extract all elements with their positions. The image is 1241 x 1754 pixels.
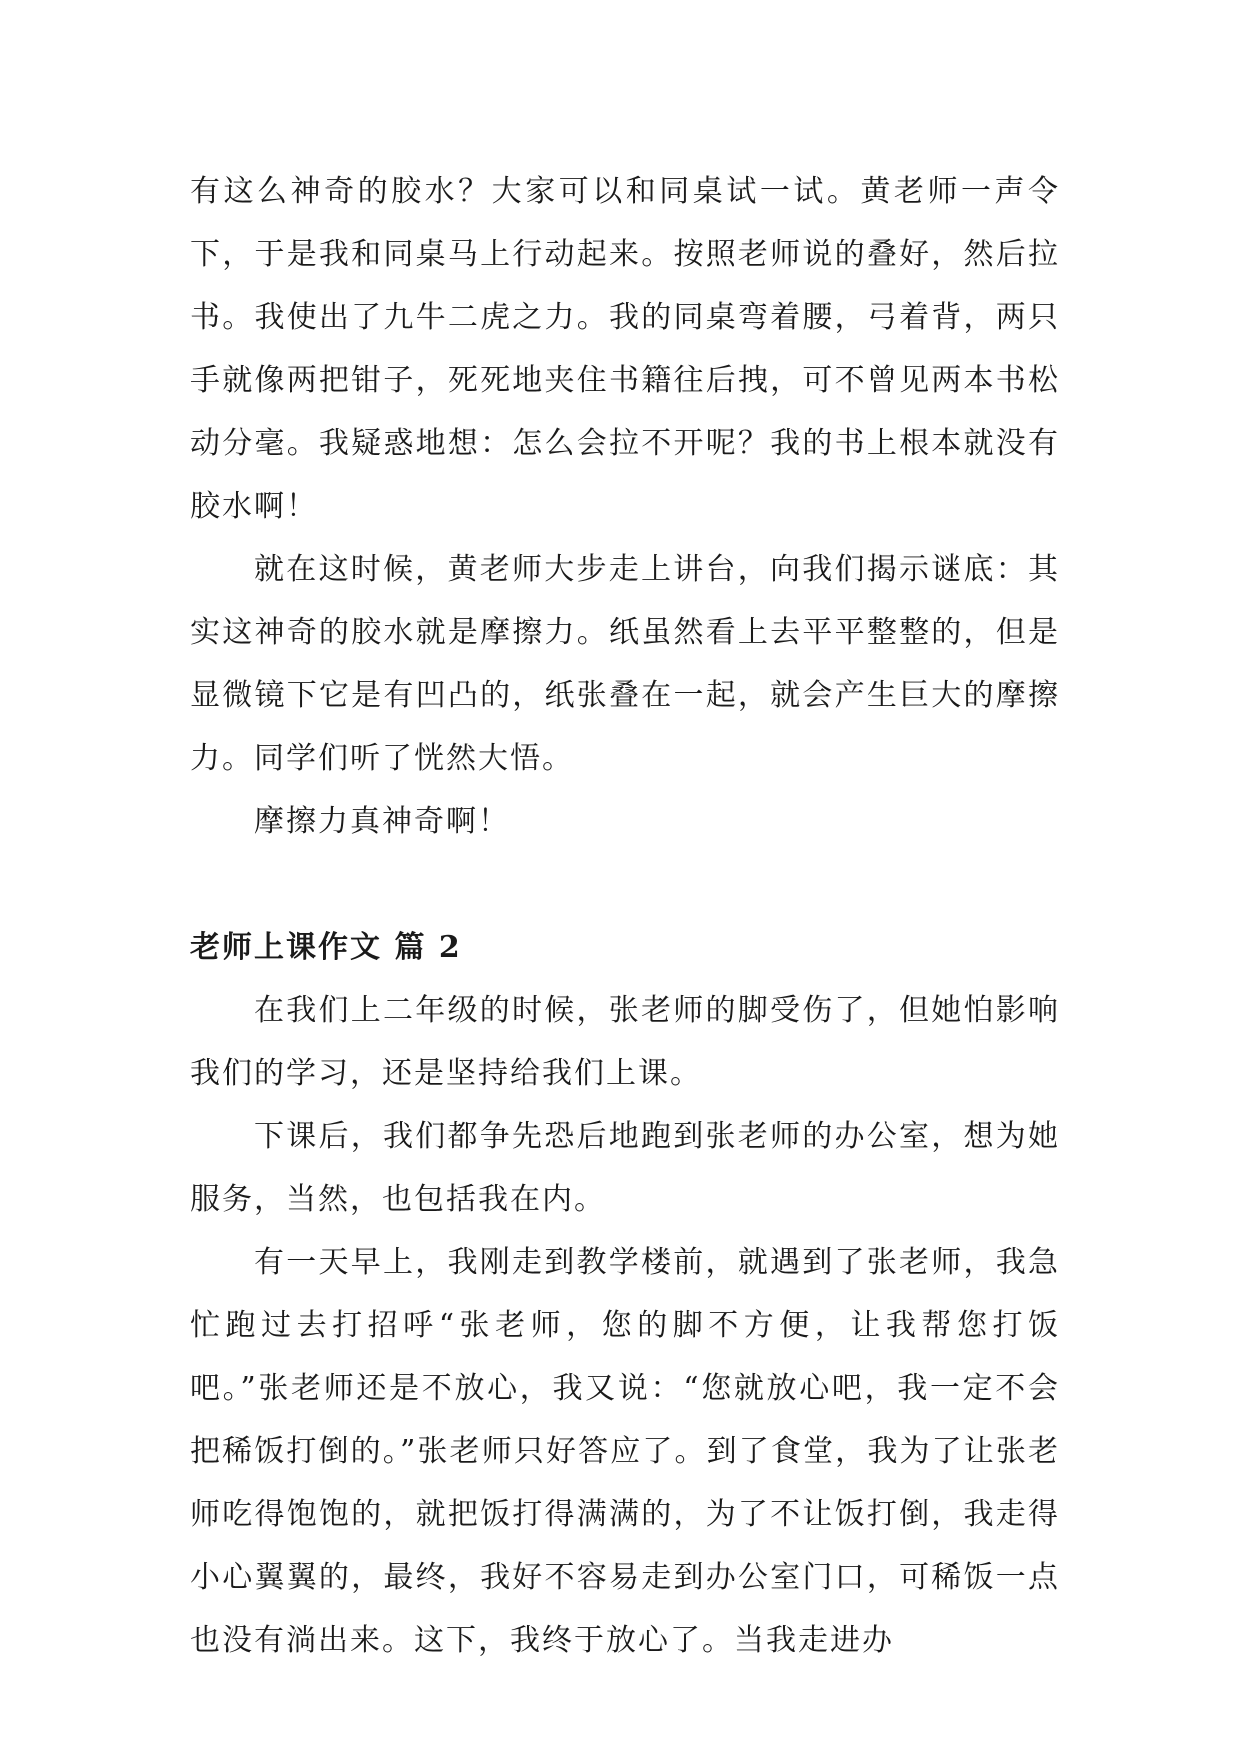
paragraph-continued: 有这么神奇的胶水？大家可以和同桌试一试。黄老师一声令下，于是我和同桌马上行动起来。按照老师说的叠好，然后拉书。我使出了九牛二虎之力。我的同桌弯着腰，弓着背，两只手就像两把钳子，死死地夹住书籍往后拽，可不曾见两本书松动分毫。我疑惑地想：怎么会拉不开呢？我的书上根本就没有胶水啊！: [190, 174, 1060, 524]
document-body: [190, 160, 1060, 1672]
section-spacer: [190, 853, 1060, 916]
paragraph-intro: 在我们上二年级的时候，张老师的脚受伤了，但她怕影响我们的学习，还是坚持给我们上课。: [190, 993, 1060, 1091]
paragraph-one-morning: 有一天早上，我刚走到教学楼前，就遇到了张老师，我急忙跑过去打招呼“张老师，您的脚不方便，让我帮您打饭吧。”张老师还是不放心，我又说：“您就放心吧，我一定不会把稀饭打倒的。”张老师只好答应了。到了食堂，我为了让张老师吃得饱饱的，就把饭打得满满的，为了不让饭打倒，我走得小心翼翼的，最终，我好不容易走到办公室门口，可稀饭一点也没有淌出来。这下，我终于放心了。当我走进办: [190, 1245, 1060, 1658]
paragraph-reveal: 就在这时候，黄老师大步走上讲台，向我们揭示谜底：其实这神奇的胶水就是摩擦力。纸虽然看上去平平整整的，但是显微镜下它是有凹凸的，纸张叠在一起，就会产生巨大的摩擦力。同学们听了恍然大悟。: [190, 552, 1060, 776]
paragraph-after-class: 下课后，我们都争先恐后地跑到张老师的办公室，想为她服务，当然，也包括我在内。: [190, 1119, 1060, 1217]
section-heading: 老师上课作文 篇 2: [190, 930, 462, 965]
paragraph-conclusion: 摩擦力真神奇啊！: [254, 804, 510, 839]
